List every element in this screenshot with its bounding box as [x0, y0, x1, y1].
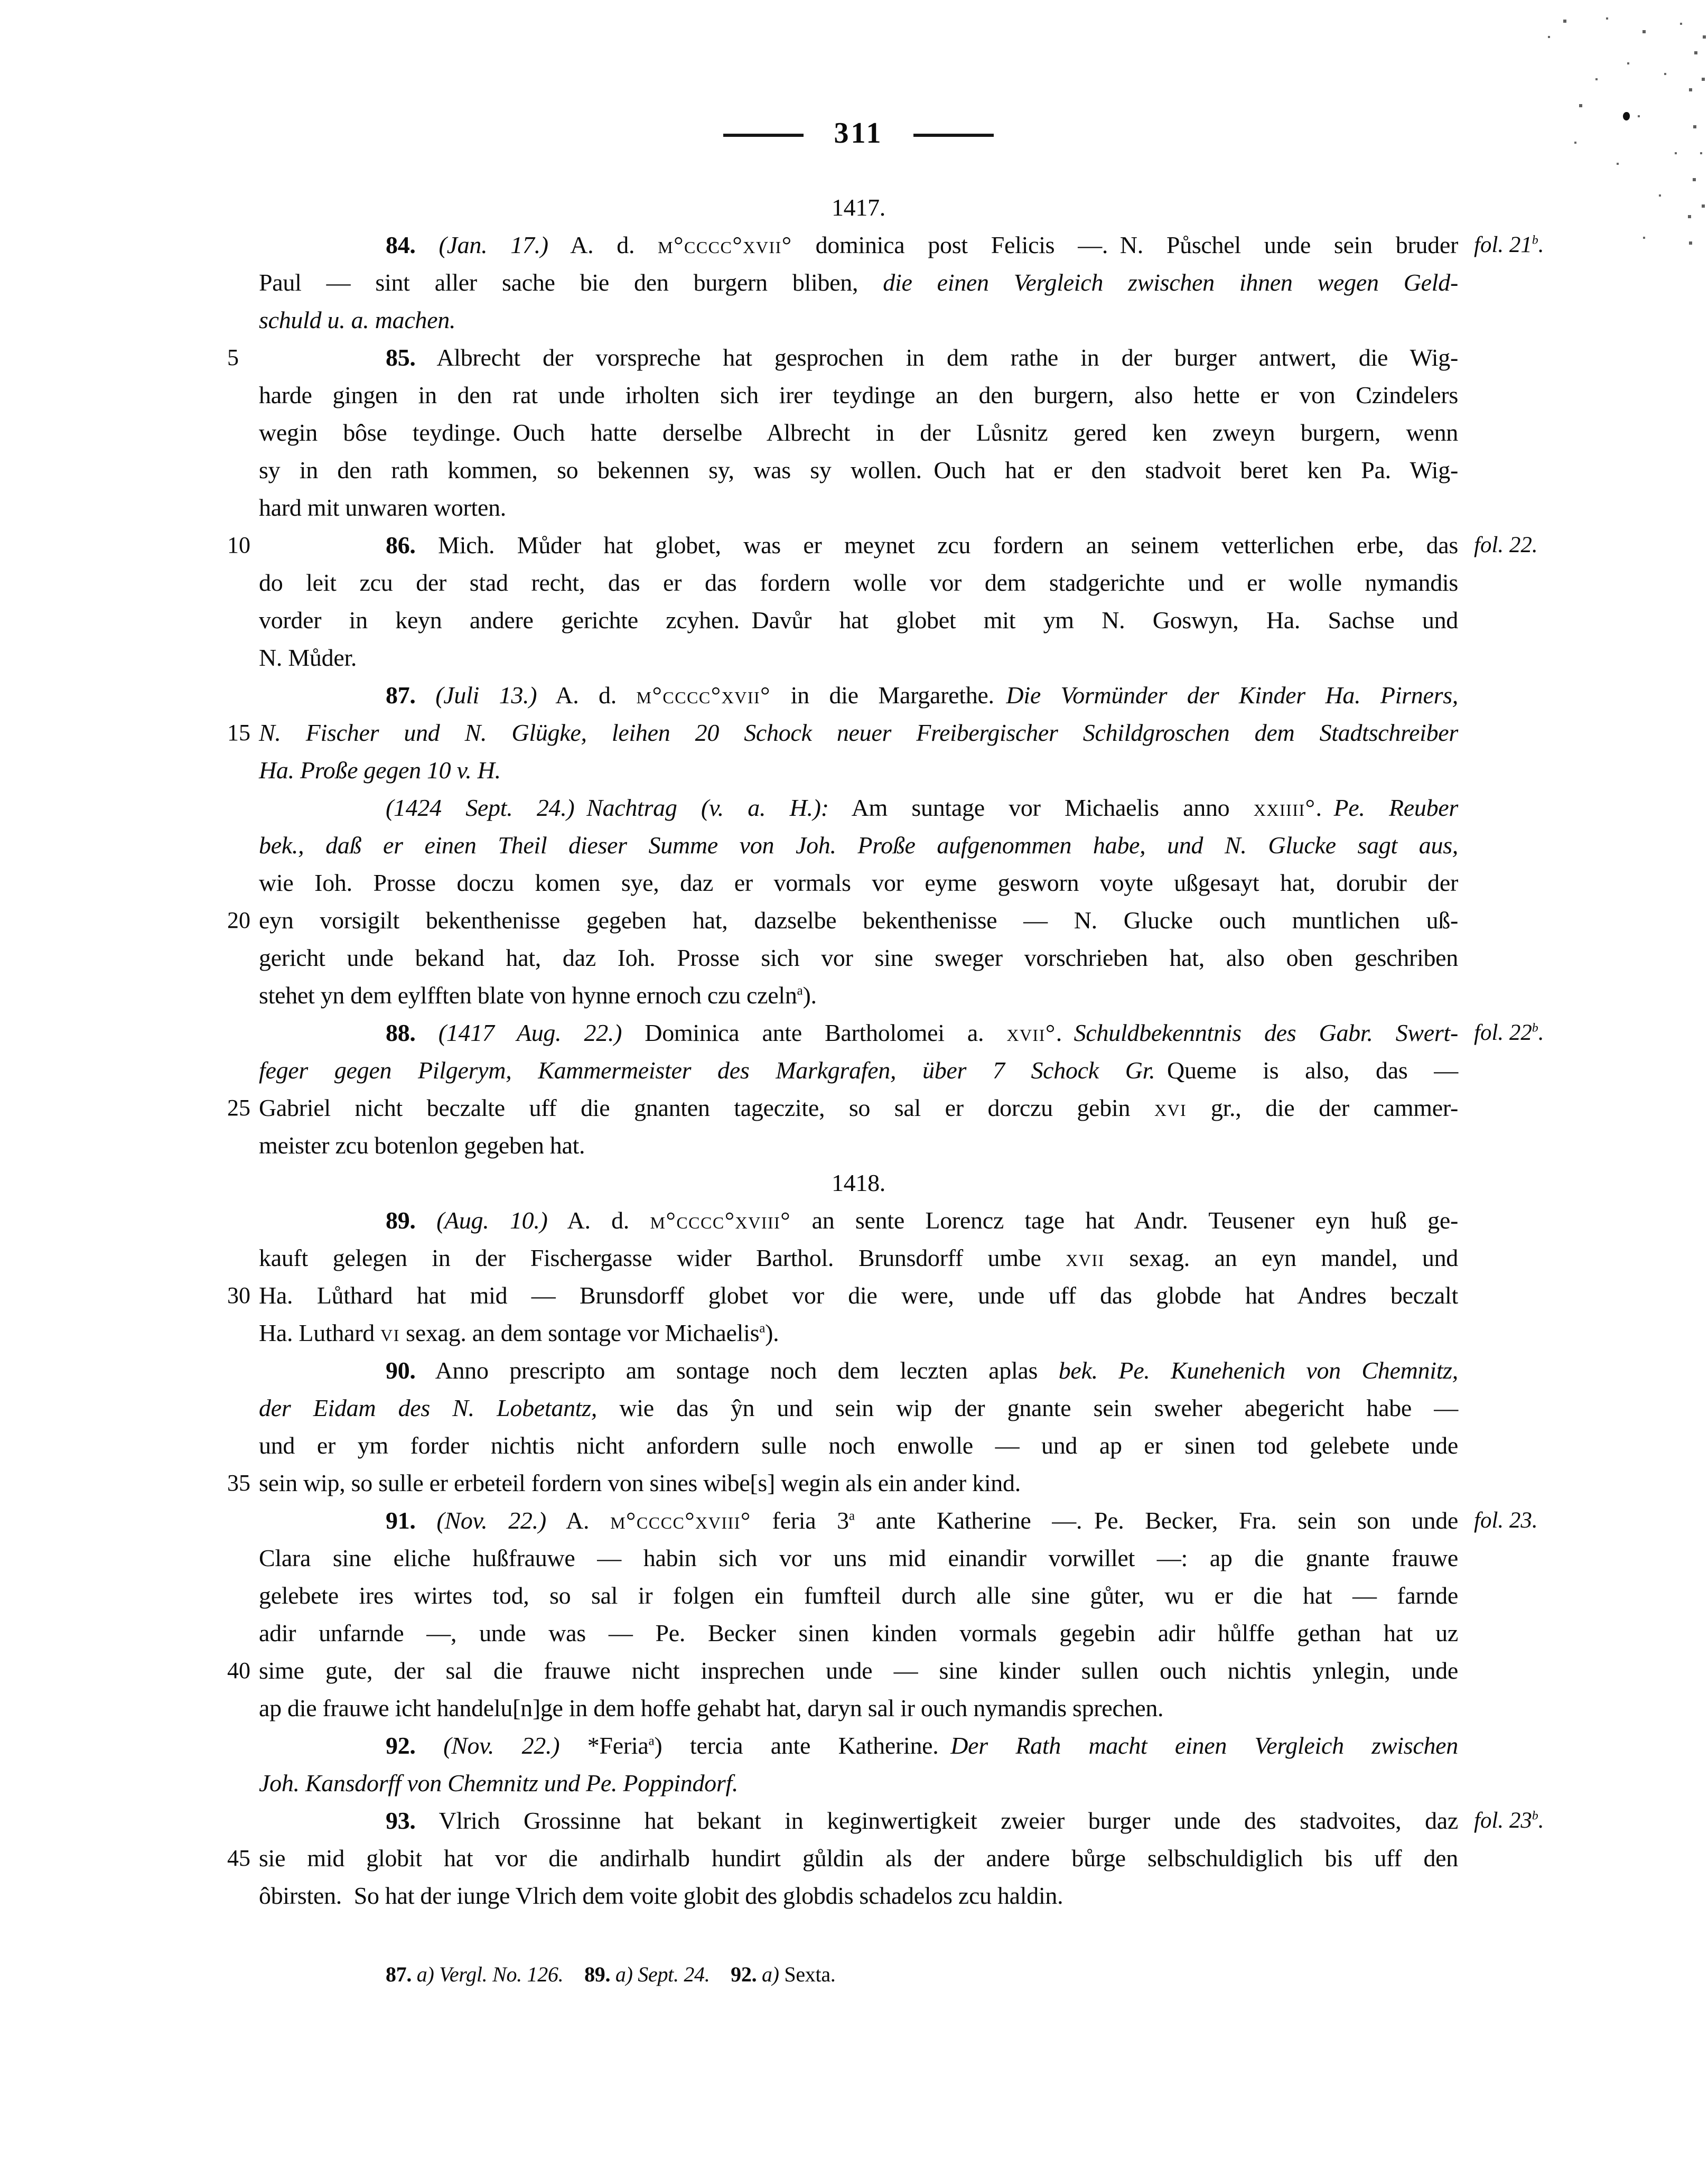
text-segment: gericht unde bekand hat, daz Ioh. Prosse sich vor sine sweger vorschrieben hat, also oben geschriben [259, 944, 1458, 971]
text-segment [416, 231, 439, 258]
text-segment: . [1538, 232, 1544, 257]
text-segment: 1417. [831, 194, 885, 221]
text-line [227, 1839, 1458, 1877]
text-segment: bek. Pe. Kunehenich von Chemnitz, [1058, 1357, 1458, 1384]
text-segment: fol. 22. [1474, 533, 1538, 557]
text-line [259, 376, 1458, 414]
scan-speckles [1532, 4, 1534, 6]
text-line [259, 1239, 1458, 1277]
text-segment: m°cccc°xviii° [650, 1207, 791, 1234]
text-line [259, 489, 1458, 526]
text-segment: A. [546, 1507, 611, 1534]
text-line [259, 264, 1458, 301]
text-segment: ). [765, 1319, 779, 1346]
text-line [227, 1277, 1458, 1314]
text-segment: Clara sine eliche hußfrauwe — habin sich vor uns mid einandir vorwillet —: ap die gnante frauwe [259, 1544, 1458, 1571]
text-segment: . [1056, 1019, 1074, 1046]
text-segment: ap die frauwe icht handelu[n]ge in dem hoffe gehabt hat, daryn sal ir ouch nymandis sprechen. [259, 1695, 1164, 1721]
margin-line-number: 35 [227, 1470, 250, 1496]
page-header [259, 117, 1458, 150]
text-segment: 92. [386, 1732, 416, 1759]
text-segment: ante Katherine —. Pe. Becker, Fra. sein son unde [854, 1507, 1459, 1534]
text-segment: fol. 22 [1474, 1020, 1532, 1045]
text-segment: b [1532, 233, 1538, 247]
text-line [259, 1127, 1458, 1164]
text-segment: Ha. Luthard [259, 1319, 381, 1346]
folio-ref [1474, 1502, 1538, 1539]
text-segment: xvii° [1006, 1019, 1056, 1046]
text-segment: (Nov. 22.) [436, 1507, 546, 1534]
text-segment: schuld u. a. machen. [259, 306, 456, 333]
text-segment: meister zcu botenlon gegeben hat. [259, 1132, 585, 1159]
text-segment: Gabriel nicht beczalte uff die gnanten tageczite, so sal er dorczu gebin [259, 1094, 1154, 1121]
text-line [259, 1014, 1544, 1051]
ink-blot [1623, 112, 1630, 120]
text-segment: fol. 21 [1474, 232, 1532, 257]
text-segment: sexag. an dem sontage vor Michaelis [399, 1319, 760, 1346]
text-segment: N. Můder. [259, 644, 357, 671]
margin-line-number: 30 [227, 1282, 250, 1308]
text-line [259, 301, 1458, 339]
text-line [259, 1539, 1458, 1577]
text-segment: an sente Lorencz tage hat Andr. Teusener eyn huß ge- [791, 1207, 1458, 1234]
text-line [259, 976, 1458, 1014]
text-line [259, 789, 1458, 826]
text-line [259, 751, 1458, 789]
text-line [227, 339, 1458, 376]
text-segment: a [648, 1733, 655, 1748]
text-line [259, 826, 1458, 864]
text-segment: m°cccc°xvii° [658, 231, 792, 258]
text-segment: hard mit unwaren worten. [259, 494, 506, 521]
text-line [259, 414, 1458, 451]
text-segment: harde gingen in den rat unde irholten sich irer teydinge an den burgern, also hette er von Czindelers [259, 381, 1458, 408]
text-segment: Am suntage vor Michaelis anno [828, 794, 1254, 821]
text-line [259, 1689, 1458, 1727]
text-segment: die einen Vergleich zwischen ihnen wegen Geld- [883, 269, 1458, 296]
text-segment: . [1538, 1808, 1544, 1833]
text-segment: 87. [386, 682, 416, 709]
text-line [259, 1802, 1544, 1839]
text-segment: stehet yn dem eylfften blate von hynne ernoch czu czeln [259, 982, 797, 1009]
text-segment: Ha. Lůthard hat mid — Brunsdorff globet vor die were, unde uff das globde hat Andres beczalt [259, 1282, 1458, 1309]
text-line [259, 451, 1458, 489]
text-segment [416, 1732, 444, 1759]
folio-ref [1474, 226, 1544, 264]
text-segment: 93. [386, 1807, 416, 1834]
text-segment: Der Rath macht einen Vergleich zwischen [950, 1732, 1459, 1759]
header-rule-right [913, 134, 994, 137]
text-line [259, 1051, 1458, 1089]
text-segment: sexag. an eyn mandel, und [1104, 1244, 1458, 1271]
margin-line-number: 5 [227, 345, 239, 370]
page-number: 311 [834, 117, 883, 150]
text-segment: m°cccc°xviii° [610, 1507, 751, 1534]
text-segment: Albrecht der vorspreche hat gesprochen in dem rathe in der burger antwert, die Wig- [415, 344, 1458, 371]
text-segment [416, 1507, 437, 1534]
text-segment: 87. [386, 1962, 412, 1986]
text-segment: Anno prescripto am sontage noch dem leczten aplas [415, 1357, 1059, 1384]
text-line [259, 1764, 1458, 1802]
text-segment: 1418. [831, 1169, 885, 1196]
text-segment: ). [802, 982, 817, 1009]
margin-line-number: 40 [227, 1658, 250, 1683]
text-line [227, 1089, 1458, 1127]
text-line [259, 1427, 1458, 1464]
text-segment: in die Margarethe. [771, 682, 1006, 709]
text-segment: fol. 23. [1474, 1508, 1538, 1533]
text-segment: eyn vorsigilt bekenthenisse gegeben hat, dazselbe bekenthenisse — N. Glucke ouch muntlichen uß- [259, 907, 1458, 934]
text-line [259, 1352, 1458, 1389]
margin-line-number: 25 [227, 1095, 250, 1121]
text-segment: A. d. [547, 1207, 650, 1234]
text-segment: b [1532, 1021, 1538, 1035]
text-segment: vi [380, 1319, 400, 1346]
folio-ref [1474, 1014, 1544, 1051]
text-segment: und er ym forder nichtis nicht anfordern sulle noch enwolle — und ap er sinen tod gelebete unde [259, 1432, 1458, 1459]
text-line [259, 1389, 1458, 1427]
text-segment: a) Vergl. No. 126. [412, 1962, 564, 1986]
text-segment: Die Vormünder der Kinder Ha. Pirners, [1006, 682, 1458, 709]
text-segment: 91. [386, 1507, 416, 1534]
text-segment: . [1538, 1020, 1544, 1045]
text-segment: 92. [731, 1962, 757, 1986]
text-segment: a [848, 1508, 855, 1523]
text-segment: 90. [386, 1357, 416, 1384]
text-segment: xvi [1154, 1094, 1187, 1121]
text-segment: wegin bôse teydinge. Ouch hatte derselbe Albrecht in der Lůsnitz gered ken zweyn burgern, wenn [259, 419, 1458, 446]
text-line [259, 639, 1458, 676]
text-segment: gelebete ires wirtes tod, so sal ir folgen ein fumfteil durch alle sine gůter, wu er die hat — farnde [259, 1582, 1458, 1609]
text-segment: sie mid globit hat vor die andirhalb hundirt gůldin als der andere bůrge selbschuldiglich bis uff den [259, 1845, 1458, 1872]
text-line [227, 1464, 1458, 1502]
text-line [259, 226, 1544, 264]
text-segment: adir unfarnde —, unde was — Pe. Becker sinen kinden vormals gegebin adir hůlffe gethan hat uz [259, 1619, 1458, 1646]
text-segment: der Eidam des N. Lobetantz, [259, 1394, 598, 1421]
text-segment: fol. 23 [1474, 1808, 1532, 1833]
text-segment: kauft gelegen in der Fischergasse wider Barthol. Brunsdorff umbe [259, 1244, 1066, 1271]
text-segment: 88. [386, 1019, 416, 1046]
text-segment: (1424 Sept. 24.) Nachtrag (v. a. H.): [386, 794, 829, 821]
text-segment: a) Sept. 24. [610, 1962, 710, 1986]
margin-line-number: 10 [227, 532, 250, 558]
text-segment: (Jan. 17.) [438, 231, 548, 258]
margin-line-number: 20 [227, 907, 250, 933]
header-rule-left [723, 134, 804, 137]
text-line [259, 939, 1458, 976]
text-segment: do leit zcu der stad recht, das er das fordern wolle vor dem stadgerichte und er wolle nymandis [259, 569, 1458, 596]
text-segment [416, 1207, 436, 1234]
text-segment: (Nov. 22.) [443, 1732, 560, 1759]
text-segment: Joh. Kansdorff von Chemnitz und Pe. Poppindorf. [259, 1770, 739, 1796]
text-line [259, 1577, 1458, 1614]
text-segment: Mich. Můder hat globet, was er meynet zcu fordern an seinem vetterlichen erbe, das [415, 532, 1458, 558]
text-line [259, 1202, 1458, 1239]
text-segment: 86. [386, 532, 416, 558]
folio-ref [1474, 1802, 1544, 1839]
text-segment: feria 3 [751, 1507, 849, 1534]
text-segment: wie das ŷn und sein wip der gnante sein sweher abegericht habe — [597, 1394, 1459, 1421]
text-line [227, 526, 1538, 564]
text-line [227, 1652, 1458, 1689]
text-segment: a [759, 1320, 766, 1336]
text-segment: Ha. Proße gegen 10 v. H. [259, 757, 501, 784]
text-segment: b [1532, 1809, 1538, 1823]
text-line [259, 564, 1458, 601]
text-segment: Vlrich Grossinne hat bekant in keginwertigkeit zweier burger unde des stadvoites, daz [415, 1807, 1458, 1834]
text-segment: 89. [584, 1962, 611, 1986]
text-segment: ôbirsten. So hat der iunge Vlrich dem voite globit des globdis schadelos zcu haldin. [259, 1882, 1063, 1909]
text-segment: A. d. [548, 231, 658, 258]
text-segment: bek., daß er einen Theil dieser Summe von Joh. Proße aufgenommen habe, und N. Glucke sagt aus, [259, 832, 1458, 859]
text-segment: xxiiii° [1253, 794, 1316, 821]
text-segment: Queme is also, das — [1155, 1057, 1458, 1084]
text-segment [710, 1962, 731, 1986]
text-line [259, 864, 1458, 901]
text-line [259, 601, 1458, 639]
text-segment: vorder in keyn andere gerichte zcyhen. Davůr hat globet mit ym N. Goswyn, Ha. Sachse und [259, 607, 1458, 634]
text-segment: gr., die der cammer- [1187, 1094, 1458, 1121]
text-line [259, 1614, 1458, 1652]
footnotes-line [259, 1956, 1458, 1993]
text-line [259, 676, 1458, 714]
text-segment: Sexta. [779, 1962, 836, 1986]
text-segment: Paul — sint aller sache bie den burgern bliben, [259, 269, 883, 296]
text-segment: wie Ioh. Prosse doczu komen sye, daz er vormals vor eyme gesworn voyte ußgesayt hat, dorubir der [259, 869, 1458, 896]
text-segment: (Juli 13.) [435, 682, 537, 709]
text-segment: ) tercia ante Katherine. [654, 1732, 951, 1759]
text-segment: 89. [386, 1207, 416, 1234]
year-heading [259, 1164, 1458, 1202]
text-segment: m°cccc°xvii° [636, 682, 771, 709]
text-segment: sein wip, so sulle er erbeteil fordern von sines wibe[s] wegin als ein ander kind. [259, 1469, 1021, 1496]
text-block [227, 189, 1544, 1993]
text-line [259, 1314, 1458, 1352]
margin-line-number: 45 [227, 1845, 250, 1871]
text-segment: 85. [386, 344, 416, 371]
text-segment: Pe. Reuber [1333, 794, 1458, 821]
year-heading [259, 189, 1458, 226]
text-segment: a) [757, 1962, 779, 1986]
text-segment: N. Fischer und N. Glügke, leihen 20 Schock neuer Freibergischer Schildgroschen dem Stadtschreiber [259, 719, 1458, 746]
margin-line-number: 15 [227, 720, 250, 746]
text-segment: *Feria [559, 1732, 649, 1759]
text-line [259, 1877, 1458, 1914]
text-segment: . [1315, 794, 1334, 821]
text-line [227, 901, 1458, 939]
text-segment: (Aug. 10.) [436, 1207, 548, 1234]
text-segment: A. d. [537, 682, 637, 709]
text-segment: 84. [386, 231, 416, 258]
text-line [259, 1502, 1538, 1539]
text-line [227, 714, 1458, 751]
text-line [259, 1727, 1458, 1764]
text-segment [416, 1019, 438, 1046]
text-segment: sy in den rath kommen, so bekennen sy, was sy wollen. Ouch hat er den stadvoit beret ken Pa. Wig- [259, 457, 1458, 483]
text-segment: a [797, 983, 803, 998]
folio-ref [1474, 526, 1538, 564]
text-segment: sime gute, der sal die frauwe nicht insprechen unde — sine kinder sullen ouch nichtis ynlegin, unde [259, 1657, 1458, 1684]
text-segment [563, 1962, 584, 1986]
text-segment [416, 682, 436, 709]
text-segment: dominica post Felicis —. N. Půschel unde sein bruder [792, 231, 1459, 258]
text-segment: Schuldbekenntnis des Gabr. Swert- [1074, 1019, 1459, 1046]
text-segment: xvii [1066, 1244, 1105, 1271]
text-segment: feger gegen Pilgerym, Kammermeister des Markgrafen, über 7 Schock Gr. [259, 1057, 1155, 1084]
text-segment: Dominica ante Bartholomei a. [622, 1019, 1007, 1046]
text-segment: (1417 Aug. 22.) [438, 1019, 622, 1046]
